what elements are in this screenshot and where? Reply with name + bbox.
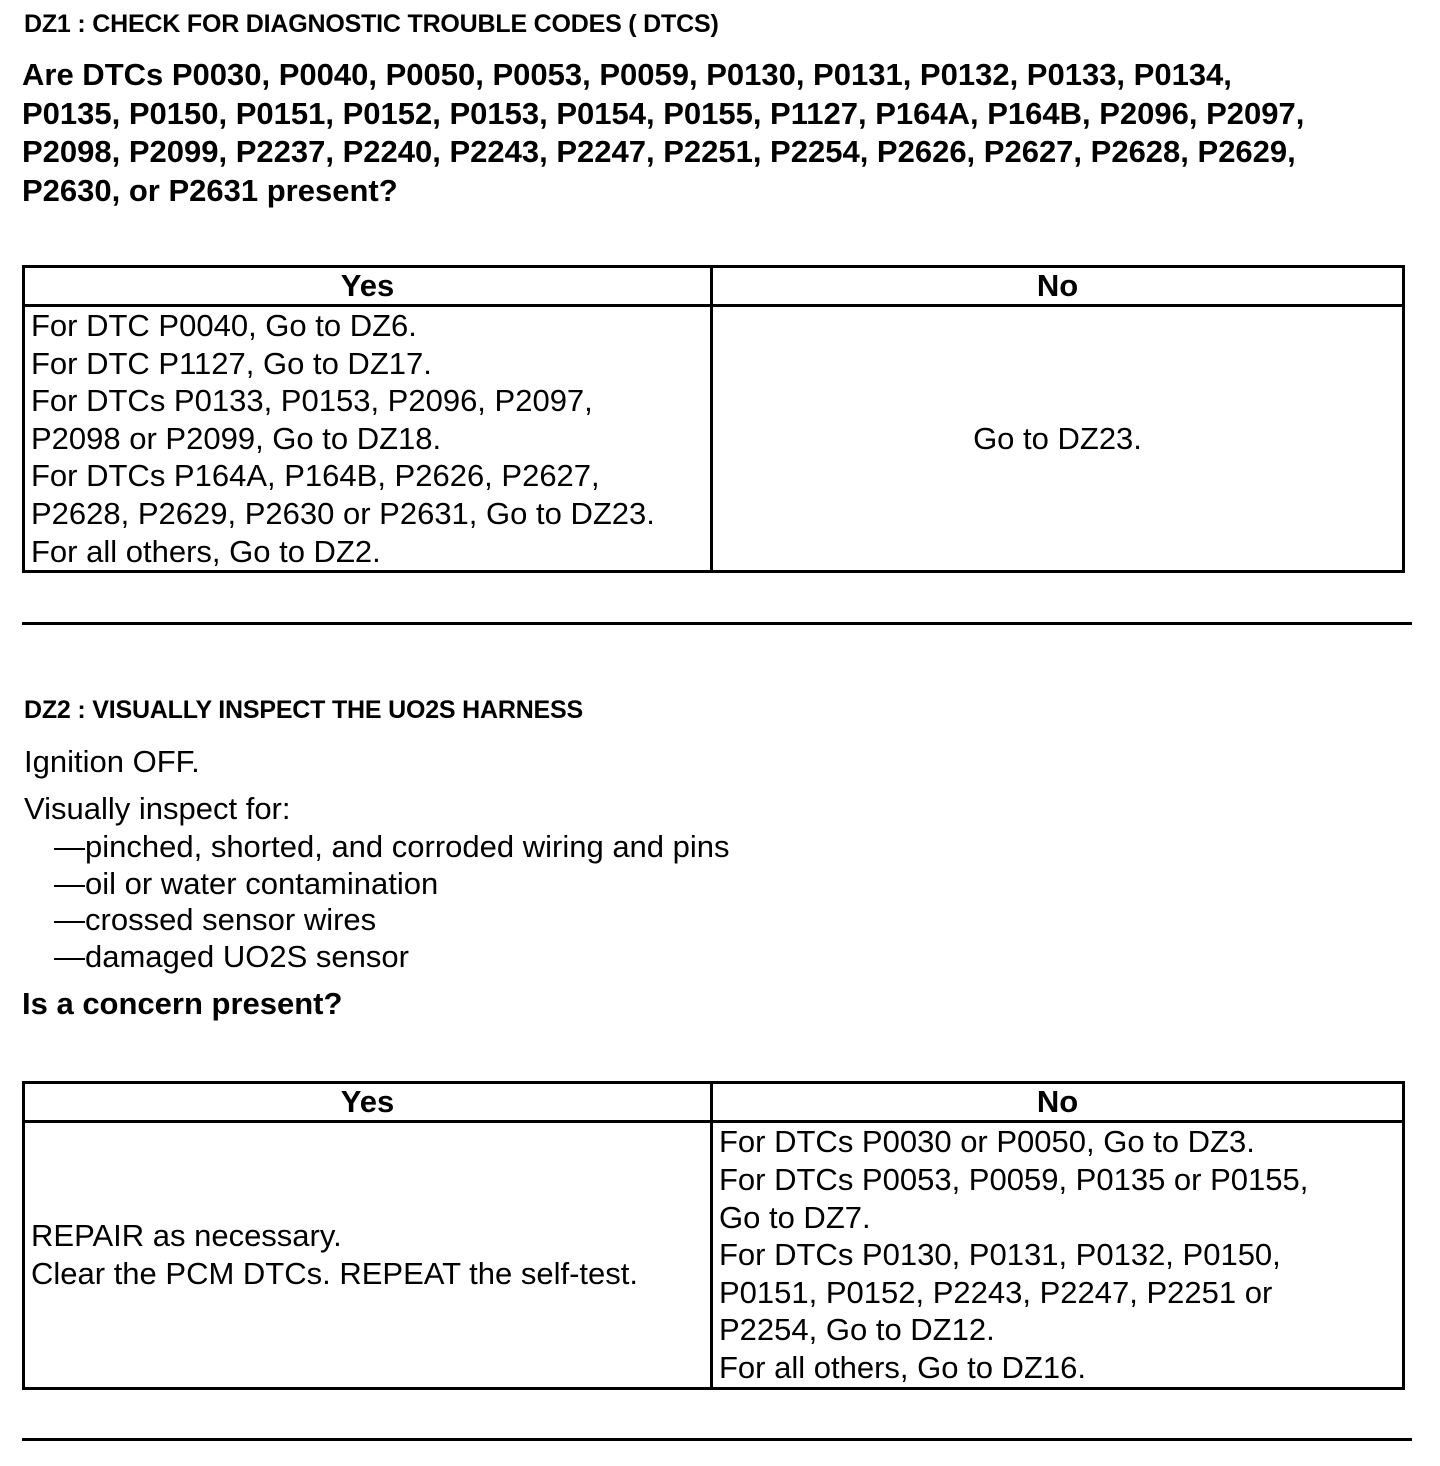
dz2-step-inspect: Visually inspect for: bbox=[24, 791, 291, 826]
dz1-yes-cell bbox=[24, 306, 712, 572]
dz2-inspect-list bbox=[54, 829, 730, 976]
dz1-question-line: P2098, P2099, P2237, P2240, P2243, P2247, P2251, P2254, P2626, P2627, P2628, P2629, bbox=[22, 134, 1296, 169]
dz1-yes-line: For DTCs P0133, P0153, P2096, P2097, bbox=[31, 383, 593, 419]
dz1-yes-line: P2628, P2629, P2630 or P2631, Go to DZ23. bbox=[31, 495, 655, 531]
dz2-yes-cell bbox=[24, 1122, 712, 1389]
dz1-yes-line: For DTCs P164A, P164B, P2626, P2627, bbox=[31, 458, 600, 494]
section-divider bbox=[22, 622, 1412, 625]
dz1-yes-line: For DTC P1127, Go to DZ17. bbox=[31, 345, 432, 381]
dz2-no-header: No bbox=[712, 1083, 1404, 1122]
dz2-decision-table bbox=[22, 1081, 1405, 1390]
dz2-yes-line: REPAIR as necessary. bbox=[31, 1218, 342, 1254]
dz1-no-cell: Go to DZ23. bbox=[712, 306, 1404, 572]
dz2-no-line: For DTCs P0030 or P0050, Go to DZ3. bbox=[719, 1124, 1255, 1160]
dz2-no-line: P2254, Go to DZ12. bbox=[719, 1312, 995, 1348]
dz1-yes-header: Yes bbox=[24, 267, 712, 306]
dz2-step-ignition: Ignition OFF. bbox=[24, 744, 200, 779]
section-divider bbox=[22, 1438, 1412, 1441]
dz2-no-line: For DTCs P0053, P0059, P0135 or P0155, bbox=[719, 1162, 1309, 1198]
dz2-no-line: P0151, P0152, P2243, P2247, P2251 or bbox=[719, 1274, 1273, 1310]
dz1-decision-table bbox=[22, 265, 1405, 573]
dz1-title: DZ1 : CHECK FOR DIAGNOSTIC TROUBLE CODES ( DTCS) bbox=[24, 10, 719, 38]
list-item: —oil or water contamination bbox=[54, 865, 439, 901]
list-item: —crossed sensor wires bbox=[54, 902, 377, 938]
dz1-question-line: P2630, or P2631 present? bbox=[22, 172, 398, 208]
dz2-no-line: For DTCs P0130, P0131, P0132, P0150, bbox=[719, 1237, 1281, 1273]
dz1-question-line: P0135, P0150, P0151, P0152, P0153, P0154, P0155, P1127, P164A, P164B, P2096, P2097, bbox=[22, 95, 1305, 131]
dz2-yes-header: Yes bbox=[24, 1083, 712, 1122]
list-item: —pinched, shorted, and corroded wiring and pins bbox=[54, 829, 730, 864]
list-item: —damaged UO2S sensor bbox=[54, 939, 409, 975]
dz1-yes-line: For all others, Go to DZ2. bbox=[31, 533, 381, 569]
dz1-yes-line: P2098 or P2099, Go to DZ18. bbox=[31, 420, 442, 456]
dz2-question: Is a concern present? bbox=[22, 986, 343, 1021]
dz1-question-line: Are DTCs P0030, P0040, P0050, P0053, P0059, P0130, P0131, P0132, P0133, P0134, bbox=[22, 57, 1232, 92]
dz1-question bbox=[22, 56, 1422, 210]
dz2-no-line: Go to DZ7. bbox=[719, 1199, 871, 1235]
dz1-yes-line: For DTC P0040, Go to DZ6. bbox=[31, 308, 417, 343]
dz2-no-line: For all others, Go to DZ16. bbox=[719, 1349, 1086, 1385]
dz2-no-cell bbox=[712, 1122, 1404, 1389]
dz2-title: DZ2 : VISUALLY INSPECT THE UO2S HARNESS bbox=[24, 696, 583, 724]
dz2-yes-line: Clear the PCM DTCs. REPEAT the self-test. bbox=[31, 1256, 638, 1291]
dz1-no-header: No bbox=[712, 267, 1404, 306]
